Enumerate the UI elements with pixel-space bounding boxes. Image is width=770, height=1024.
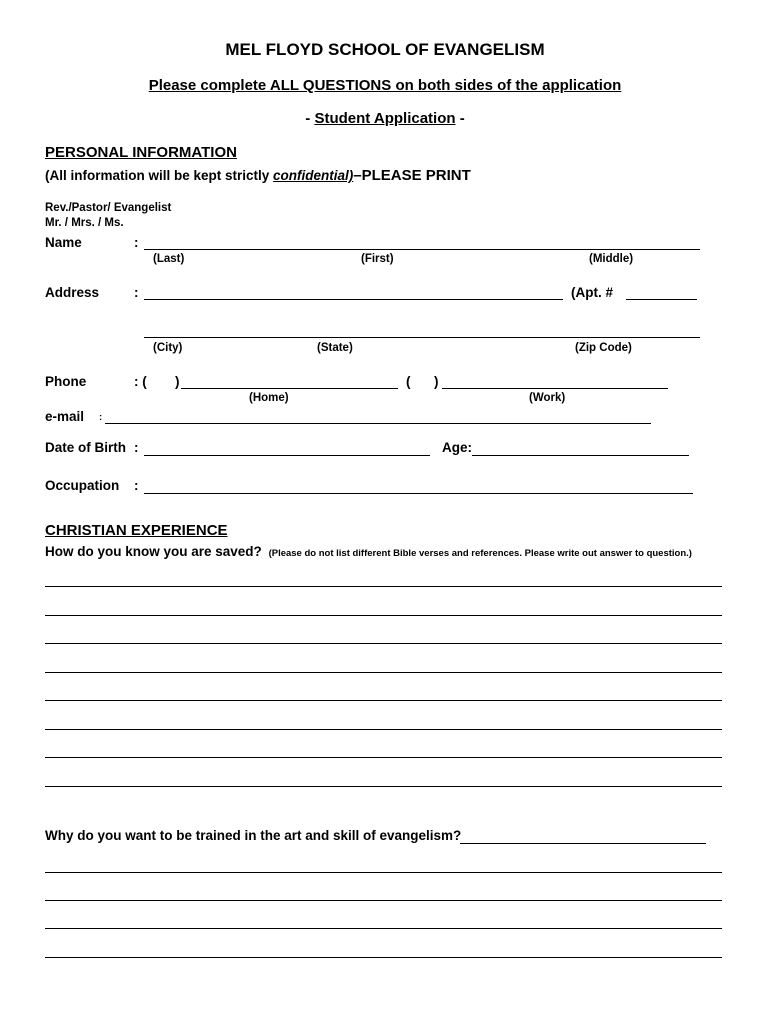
name-label: Name <box>45 235 82 250</box>
note-prefix: (All information will be kept strictly <box>45 168 274 183</box>
personal-info-heading: PERSONAL INFORMATION <box>45 144 237 161</box>
phone-work-field-line[interactable] <box>442 388 668 389</box>
name-colon: : <box>134 235 139 250</box>
phone-home-open: : ( <box>134 374 147 389</box>
answer-line[interactable] <box>45 757 722 758</box>
dash-left: - <box>305 110 315 127</box>
answer-line[interactable] <box>45 643 722 644</box>
phone-work-caption: (Work) <box>529 392 566 404</box>
answer-line[interactable] <box>45 615 722 616</box>
address-colon: : <box>134 285 139 300</box>
answer-line[interactable] <box>45 672 722 673</box>
phone-home-caption: (Home) <box>249 392 289 404</box>
dob-colon: : <box>134 440 139 455</box>
titles-line-1: Rev./Pastor/ Evangelist <box>45 202 172 214</box>
city-state-zip-field-line[interactable] <box>144 337 700 338</box>
confidential-note <box>45 167 471 184</box>
answer-line[interactable] <box>45 872 722 873</box>
answer-line-inline[interactable] <box>460 843 706 844</box>
age-label: Age: <box>442 440 472 455</box>
email-label: e-mail <box>45 409 85 424</box>
city-caption: (City) <box>153 342 183 354</box>
apt-field-line[interactable] <box>626 299 697 300</box>
email-field-line[interactable] <box>105 423 651 424</box>
note-confidential: confidential) <box>273 168 354 183</box>
answer-line[interactable] <box>45 729 722 730</box>
form-type-line <box>0 110 770 127</box>
phone-work-open: ( <box>406 374 411 389</box>
address-field-line[interactable] <box>144 299 563 300</box>
name-field-line[interactable] <box>144 249 700 250</box>
christian-experience-heading: CHRISTIAN EXPERIENCE <box>45 522 228 539</box>
answer-line[interactable] <box>45 786 722 787</box>
email-colon: : <box>99 412 103 423</box>
answer-line[interactable] <box>45 700 722 701</box>
phone-home-close: ) <box>175 374 180 389</box>
address-label: Address <box>45 285 100 300</box>
dob-field-line[interactable] <box>144 455 430 456</box>
state-caption: (State) <box>317 342 353 354</box>
answer-line[interactable] <box>45 928 722 929</box>
dob-label: Date of Birth <box>45 440 126 455</box>
age-field-line[interactable] <box>472 455 689 456</box>
titles-line-2: Mr. / Mrs. / Ms. <box>45 217 124 229</box>
question-saved-text: How do you know you are saved? <box>45 544 262 559</box>
apt-label: (Apt. # <box>571 285 613 300</box>
form-type: Student Application <box>314 110 456 127</box>
answer-line[interactable] <box>45 586 722 587</box>
note-suffix: –PLEASE PRINT <box>353 167 471 184</box>
phone-home-field-line[interactable] <box>181 388 398 389</box>
occupation-field-line[interactable] <box>144 493 693 494</box>
zip-caption: (Zip Code) <box>575 342 632 354</box>
question-saved <box>45 544 692 559</box>
question-saved-note: (Please do not list different Bible verses and references. Please write out answer to question.) <box>268 548 692 559</box>
dash-right: - <box>455 110 465 127</box>
instruction-text: Please complete ALL QUESTIONS on both sides of the application <box>148 77 622 94</box>
phone-work-close: ) <box>434 374 439 389</box>
name-first-caption: (First) <box>361 253 394 265</box>
answer-line[interactable] <box>45 957 722 958</box>
form-title: MEL FLOYD SCHOOL OF EVANGELISM <box>225 40 545 59</box>
name-middle-caption: (Middle) <box>589 253 634 265</box>
occupation-colon: : <box>134 478 139 493</box>
phone-label: Phone <box>45 374 87 389</box>
occupation-label: Occupation <box>45 478 120 493</box>
question-evangelism: Why do you want to be trained in the art and skill of evangelism? <box>45 828 462 843</box>
answer-line[interactable] <box>45 900 722 901</box>
name-last-caption: (Last) <box>153 253 185 265</box>
